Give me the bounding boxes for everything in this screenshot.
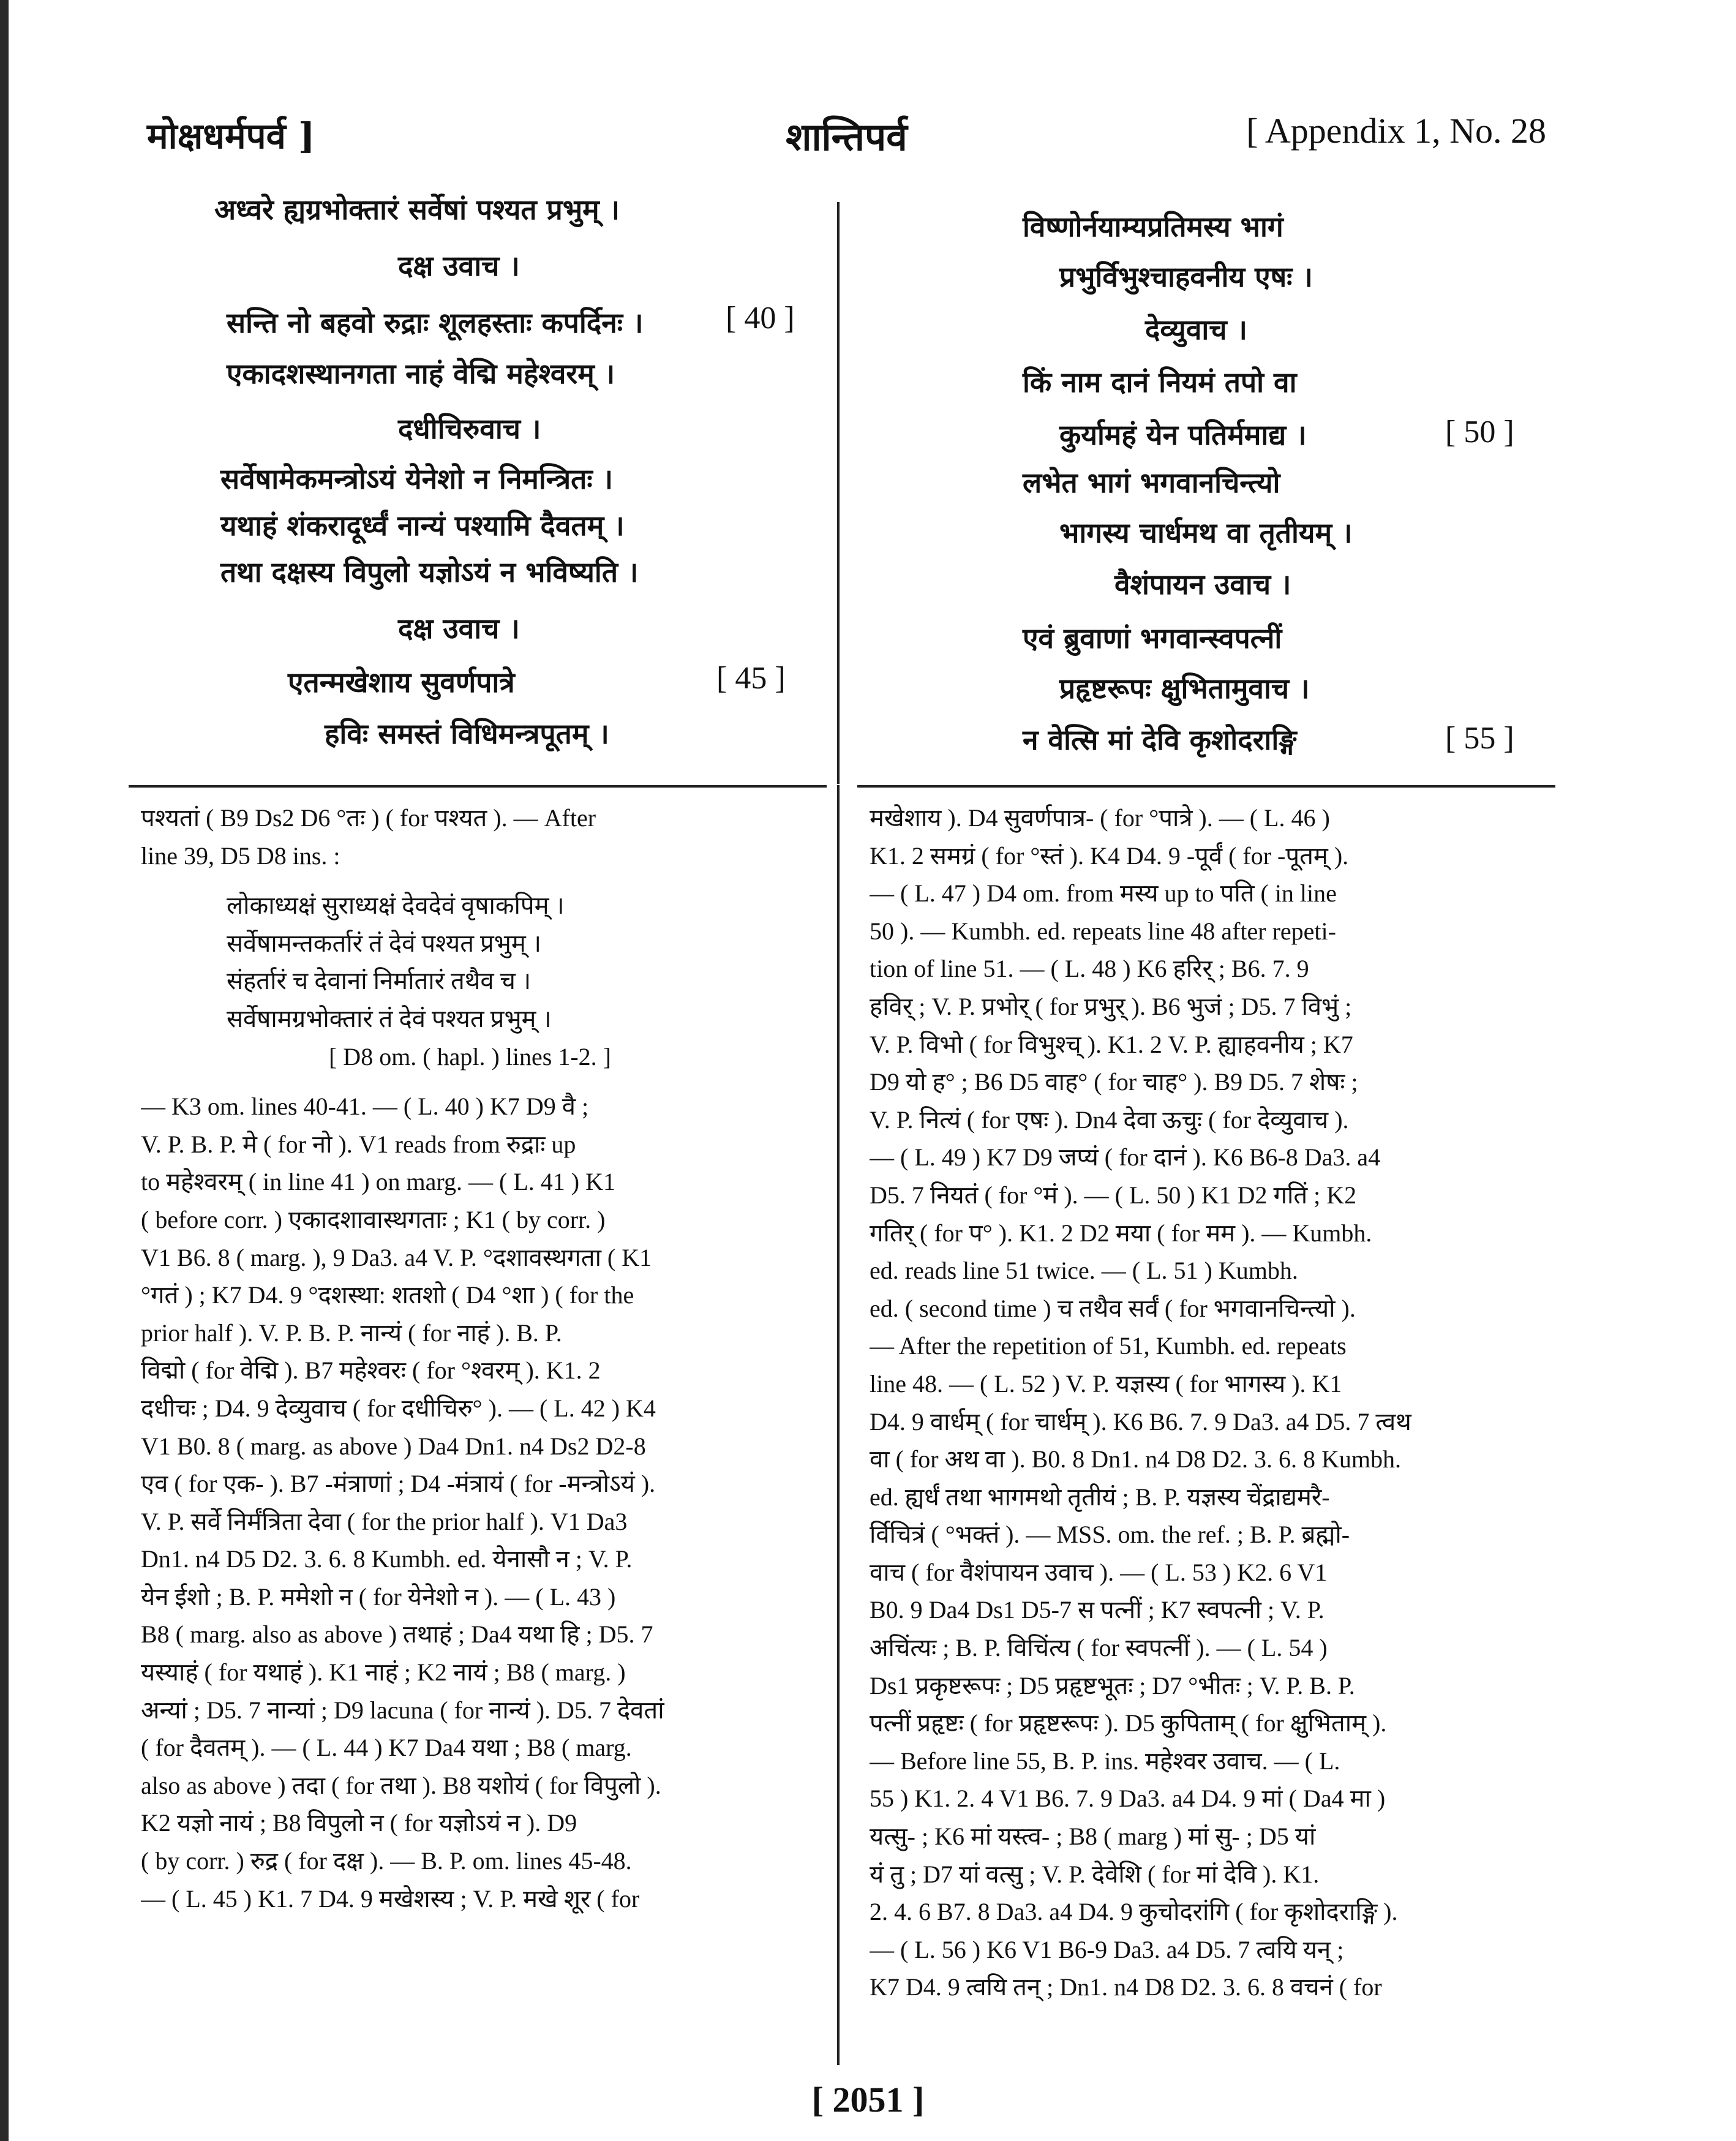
scan-edge: [0, 0, 9, 2141]
verse-line: किं नाम दानं नियमं तपो वा: [1023, 366, 1297, 399]
note-line: — ( L. 56 ) K6 V1 B6-9 Da3. a4 D5. 7 त्वयि यन् ;: [870, 1935, 1344, 1963]
note-line: V. P. सर्वे निर्मंत्रिता देवा ( for the prior half ). V1 Da3: [141, 1507, 628, 1535]
verse-line: भागस्य चार्धमथ वा तृतीयम् ।: [1059, 516, 1353, 549]
verse-number: [ 40 ]: [726, 301, 795, 336]
note-line: D9 यो ह° ; B6 D5 वाह° ( for चाह° ). B9 D5. 7 शेषः ;: [870, 1068, 1358, 1096]
note-line: V. P. नित्यं ( for एषः ). Dn4 देवा ऊचुः ( for देव्युवाच ).: [870, 1105, 1349, 1134]
note-line: येन ईशो ; B. P. ममेशो न ( for येनेशो न ). — ( L. 43 ): [141, 1582, 616, 1611]
inserted-verse-line: सर्वेषामन्तकर्तारं तं देवं पश्यत प्रभुम् ।: [227, 929, 541, 957]
note-line: [ D8 om. ( hapl. ) lines 1-2. ]: [328, 1042, 611, 1070]
verse-column-right: [1004, 190, 1555, 766]
column-divider-upper: [837, 202, 840, 784]
note-line: ( before corr. ) एकादशावास्थगताः ; K1 ( by corr. ): [141, 1205, 606, 1233]
rule-left: [129, 785, 827, 788]
note-line: ( for दैवतम् ). — ( L. 44 ) K7 Da4 यथा ; B8 ( marg.: [141, 1734, 632, 1762]
note-line: विद्मो ( for वेद्मि ). B7 महेश्वरः ( for °श्वरम् ). K1. 2: [141, 1356, 601, 1385]
note-line: K2 यज्ञो नायं ; B8 विपुलो न ( for यज्ञोऽयं न ). D9: [141, 1809, 577, 1837]
note-line: 50 ). — Kumbh. ed. repeats line 48 after repeti-: [870, 917, 1336, 945]
note-line: line 48. — ( L. 52 ) V. P. यज्ञस्य ( for भागस्य ). K1: [870, 1369, 1342, 1398]
note-line: B0. 9 Da4 Ds1 D5-7 स पत्नीं ; K7 स्वपत्नी ; V. P.: [870, 1596, 1325, 1624]
running-head: [147, 110, 1546, 165]
note-line: Ds1 प्रकृष्टरूपः ; D5 प्रहृष्टभूतः ; D7 °भीतः ; V. P. B. P.: [870, 1671, 1355, 1699]
note-line: अन्यां ; D5. 7 नान्यां ; D9 lacuna ( for नान्यं ). D5. 7 देवतां: [141, 1696, 664, 1724]
critical-notes-left: [141, 799, 799, 1917]
note-line: 55 ) K1. 2. 4 V1 B6. 7. 9 Da3. a4 D4. 9 मां ( Da4 मा ): [870, 1785, 1386, 1813]
note-line: 2. 4. 6 B7. 8 Da3. a4 D4. 9 कुचोदरांगि ( for कृशोदराङ्गि ).: [870, 1898, 1398, 1926]
note-line: — K3 om. lines 40-41. — ( L. 40 ) K7 D9 वै ;: [141, 1093, 589, 1121]
book-title: शान्तिपर्व: [786, 115, 907, 159]
rule-right: [857, 785, 1555, 788]
verse-line: सन्ति नो बहवो रुद्राः शूलहस्ताः कपर्दिनः ।: [227, 306, 644, 339]
column-divider-lower: [837, 785, 840, 2065]
note-line: V1 B6. 8 ( marg. ), 9 Da3. a4 V. P. °दशावस्थगता ( K1: [141, 1243, 652, 1271]
inserted-verse-line: लोकाध्यक्षं सुराध्यक्षं देवदेवं वृषाकपिम् ।: [227, 892, 565, 920]
note-line: tion of line 51. — ( L. 48 ) K6 हरिर् ; B6. 7. 9: [870, 955, 1309, 983]
verse-line: विष्णोर्नयाम्यप्रतिमस्य भागं: [1023, 210, 1283, 243]
note-line: हविर् ; V. P. प्रभोर् ( for प्रभुर् ). B6 भुजं ; D5. 7 विभुं ;: [870, 992, 1352, 1020]
note-line: र्विचित्रं ( °भक्तं ). — MSS. om. the ref. ; B. P. ब्रह्मो-: [870, 1521, 1350, 1549]
note-line: Dn1. n4 D5 D2. 3. 6. 8 Kumbh. ed. येनासौ न ; V. P.: [141, 1545, 633, 1573]
note-line: एव ( for एक- ). B7 -मंत्राणां ; D4 -मंत्रायं ( for -मन्त्रोऽयं ).: [141, 1470, 656, 1498]
note-line: — ( L. 47 ) D4 om. from मस्य up to पति ( in line: [870, 879, 1337, 908]
note-line: ed. ह्यर्धं तथा भागमथो तृतीयं ; B. P. यज्ञस्य चेंद्राद्यमरै-: [870, 1483, 1330, 1511]
verse-line: लभेत भागं भगवानचिन्त्यो: [1023, 466, 1280, 499]
verse-line: प्रभुर्विभुश्चाहवनीय एषः ।: [1059, 260, 1313, 293]
page-number: [ 2051 ]: [811, 2080, 925, 2120]
inserted-verse-line: सर्वेषामग्रभोक्तारं तं देवं पश्यत प्रभुम् ।: [227, 1004, 552, 1033]
verse-line: प्रहृष्टरूपः क्षुभितामुवाच ।: [1059, 672, 1310, 705]
note-line: यं तु ; D7 यां वत्सु ; V. P. देवेशि ( for मां देवि ). K1.: [870, 1860, 1320, 1888]
note-line: — ( L. 49 ) K7 D9 जप्यं ( for दानं ). K6 B6-8 Da3. a4: [870, 1143, 1381, 1172]
verse-number: [ 50 ]: [1445, 415, 1514, 450]
note-line: V. P. B. P. मे ( for नो ). V1 reads from रुद्राः up: [141, 1130, 576, 1158]
note-line: D5. 7 नियतं ( for °मं ). — ( L. 50 ) K1 D2 गतिं ; K2: [870, 1181, 1357, 1209]
speaker-heading: दक्ष उवाच ।: [398, 249, 520, 282]
note-line: line 39, D5 D8 ins. :: [141, 841, 340, 870]
verse-line: हविः समस्तं विधिमन्त्रपूतम् ।: [325, 717, 609, 750]
section-title: मोक्षधर्मपर्व ]: [147, 115, 315, 157]
note-line: — Before line 55, B. P. ins. महेश्वर उवाच. — ( L.: [870, 1747, 1340, 1775]
speaker-heading: देव्युवाच ।: [1145, 313, 1247, 346]
note-line: पश्यतां ( B9 Ds2 D6 °तः ) ( for पश्यत ). — After: [141, 804, 596, 832]
speaker-heading: वैशंपायन उवाच ।: [1114, 568, 1291, 601]
note-line: also as above ) तदा ( for तथा ). B8 यशोयं ( for विपुलो ).: [141, 1771, 661, 1799]
note-line: यत्सु- ; K6 मां यस्त्व- ; B8 ( marg ) मां सु- ; D5 यां: [870, 1823, 1316, 1851]
note-line: मखेशाय ). D4 सुवर्णपात्र- ( for °पात्रे ). — ( L. 46 ): [870, 804, 1330, 832]
note-line: यस्याहं ( for यथाहं ). K1 नाहं ; K2 नायं ; B8 ( marg. ): [141, 1658, 626, 1687]
verse-line: न वेत्सि मां देवि कृशोदराङ्गि: [1023, 723, 1297, 756]
critical-notes-right: [870, 799, 1531, 2006]
verse-line: यथाहं शंकरादूर्ध्वं नान्यं पश्यामि दैवतम् ।: [220, 509, 625, 542]
note-line: V. P. विभो ( for विभुश्च् ). K1. 2 V. P. ह्याहवनीय ; K7: [870, 1030, 1353, 1058]
note-line: अचिंत्यः ; B. P. विचिंत्य ( for स्वपत्नीं ). — ( L. 54 ): [870, 1634, 1328, 1662]
note-line: वा ( for अथ वा ). B0. 8 Dn1. n4 D8 D2. 3. 6. 8 Kumbh.: [870, 1445, 1401, 1473]
speaker-heading: दधीचिरुवाच ।: [398, 412, 541, 445]
verse-line: एतन्मखेशाय सुवर्णपात्रे: [288, 666, 515, 699]
verse-line: एकादशस्थानगता नाहं वेद्मि महेश्वरम् ।: [227, 357, 615, 390]
note-line: ( by corr. ) रुद्र ( for दक्ष ). — B. P. om. lines 45-48.: [141, 1847, 632, 1875]
verse-number: [ 55 ]: [1445, 721, 1514, 756]
verse-line: अध्वरे ह्यग्रभोक्तारं सर्वेषां पश्यत प्रभुम् ।: [214, 193, 620, 226]
note-line: D4. 9 वार्धम् ( for चार्धम् ). K6 B6. 7. 9 Da3. a4 D5. 7 त्वथ: [870, 1407, 1411, 1435]
note-line: ed. ( second time ) च तथैव सर्वं ( for भगवानचिन्त्यो ).: [870, 1294, 1356, 1322]
note-line: to महेश्वरम् ( in line 41 ) on marg. — ( L. 41 ) K1: [141, 1168, 615, 1196]
note-line: पत्नीं प्रहृष्टः ( for प्रहृष्टरूपः ). D5 कुपिताम् ( for क्षुभिताम् ).: [870, 1709, 1387, 1737]
note-line: — ( L. 45 ) K1. 7 D4. 9 मखेशस्य ; V. P. मखे शूर ( for: [141, 1884, 640, 1913]
verse-line: एवं ब्रुवाणां भगवान्स्वपत्नीं: [1023, 622, 1282, 655]
note-line: — After the repetition of 51, Kumbh. ed. repeats: [870, 1332, 1347, 1360]
note-line: B8 ( marg. also as above ) तथाहं ; Da4 यथा हि ; D5. 7: [141, 1620, 653, 1649]
verse-line: तथा दक्षस्य विपुलो यज्ञोऽयं न भविष्यति ।: [220, 555, 639, 589]
note-line: V1 B0. 8 ( marg. as above ) Da4 Dn1. n4 Ds2 D2-8: [141, 1432, 646, 1460]
verse-line: कुर्यामहं येन पतिर्ममाद्य ।: [1059, 418, 1307, 451]
verse-number: [ 45 ]: [716, 661, 786, 696]
note-line: वाच ( for वैशंपायन उवाच ). — ( L. 53 ) K2. 6 V1: [870, 1558, 1328, 1586]
verse-column-left: [202, 190, 821, 766]
note-line: K1. 2 समग्रं ( for °स्तं ). K4 D4. 9 -पूर्वं ( for -पूतम् ).: [870, 841, 1349, 870]
note-line: K7 D4. 9 त्वयि तन् ; Dn1. n4 D8 D2. 3. 6. 8 वचनं ( for: [870, 1973, 1382, 2001]
inserted-verse-line: संहर्तारं च देवानां निर्मातारं तथैव च ।: [227, 967, 532, 995]
note-line: गतिर् ( for प° ). K1. 2 D2 मया ( for मम ). — Kumbh.: [870, 1219, 1372, 1247]
appendix-reference: [ Appendix 1, No. 28: [1246, 111, 1546, 151]
note-line: °गतं ) ; K7 D4. 9 °दशस्था: शतशो ( D4 °शा ) ( for the: [141, 1281, 634, 1309]
note-line: ed. reads line 51 twice. — ( L. 51 ) Kumbh.: [870, 1257, 1298, 1285]
note-line: दधीचः ; D4. 9 देव्युवाच ( for दधीचिरु° ). — ( L. 42 ) K4: [141, 1394, 656, 1422]
note-line: prior half ). V. P. B. P. नान्यं ( for नाहं ). B. P.: [141, 1319, 562, 1347]
speaker-heading: दक्ष उवाच ।: [398, 612, 520, 645]
verse-line: सर्वेषामेकमन्त्रोऽयं येनेशो न निमन्त्रितः ।: [220, 462, 614, 495]
